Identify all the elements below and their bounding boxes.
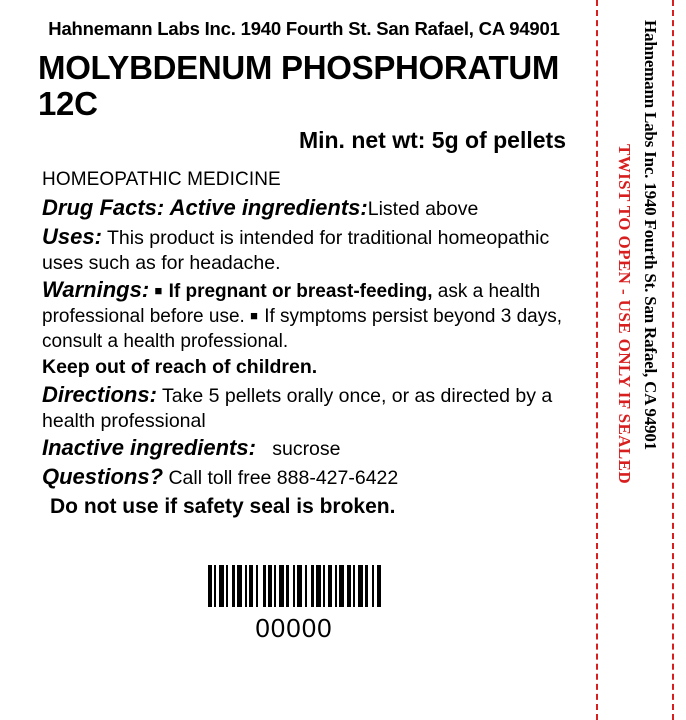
- product-name: MOLYBDENUM PHOSPHORATUM 12C: [38, 49, 560, 122]
- barcode-area: [0, 552, 588, 644]
- keep-out-of-reach: Keep out of reach of children.: [42, 356, 318, 379]
- uses-text: This product is intended for traditional homeopathic uses such as for headache.: [42, 226, 550, 274]
- warning-symptoms: If symptoms persist beyond 3 days, consult a health professional.: [42, 305, 563, 352]
- inactive-ingredients-label: Inactive ingredients:: [42, 435, 256, 461]
- label-main-column: [14, 18, 588, 520]
- warnings-row: [42, 276, 582, 354]
- perforation-line-left: [596, 0, 598, 720]
- warnings-label: Warnings:: [42, 277, 150, 303]
- drug-facts-block: [42, 168, 582, 520]
- directions-label: Directions:: [42, 381, 157, 407]
- perforation-line-right: [672, 0, 674, 720]
- active-ingredients-label: Active ingredients:: [169, 195, 368, 221]
- bullet-square-icon-2: ■: [250, 307, 259, 323]
- drug-facts-label: Drug Facts:: [42, 195, 165, 221]
- inactive-row: [42, 434, 582, 462]
- barcode-image: [208, 565, 381, 607]
- twist-to-open-text: TWIST TO OPEN - USE ONLY IF SEALED: [615, 144, 634, 485]
- medicine-type: HOMEOPATHIC MEDICINE: [42, 169, 281, 191]
- warning-pregnancy-cont: ask a health professional before use.: [42, 281, 541, 327]
- inactive-ingredients-value: sucrose: [272, 438, 341, 461]
- company-address-line: Hahnemann Labs Inc. 1940 Fourth St. San Rafael, CA 94901: [48, 18, 560, 39]
- bullet-square-icon: ■: [154, 283, 164, 299]
- warning-pregnancy: If pregnant or breast-feeding,: [168, 281, 433, 303]
- uses-label: Uses:: [42, 223, 102, 249]
- barcode-number: 00000: [255, 613, 333, 643]
- questions-label: Questions?: [42, 463, 164, 489]
- directions-text: Take 5 pellets orally once, or as directed by a health professional: [42, 384, 553, 432]
- side-company-address: Hahnemann Labs Inc. 1940 Fourth St. San Rafael, CA 94901: [641, 20, 660, 450]
- net-weight: Min. net wt: 5g of pellets: [298, 127, 566, 154]
- drug-facts-row: [42, 194, 582, 222]
- questions-row: [42, 463, 582, 491]
- directions-row: [42, 381, 582, 433]
- active-ingredients-value: Listed above: [367, 198, 479, 221]
- uses-row: [42, 223, 582, 275]
- questions-value: Call toll free 888-427-6422: [168, 466, 399, 489]
- safety-seal-warning: Do not use if safety seal is broken.: [50, 494, 396, 518]
